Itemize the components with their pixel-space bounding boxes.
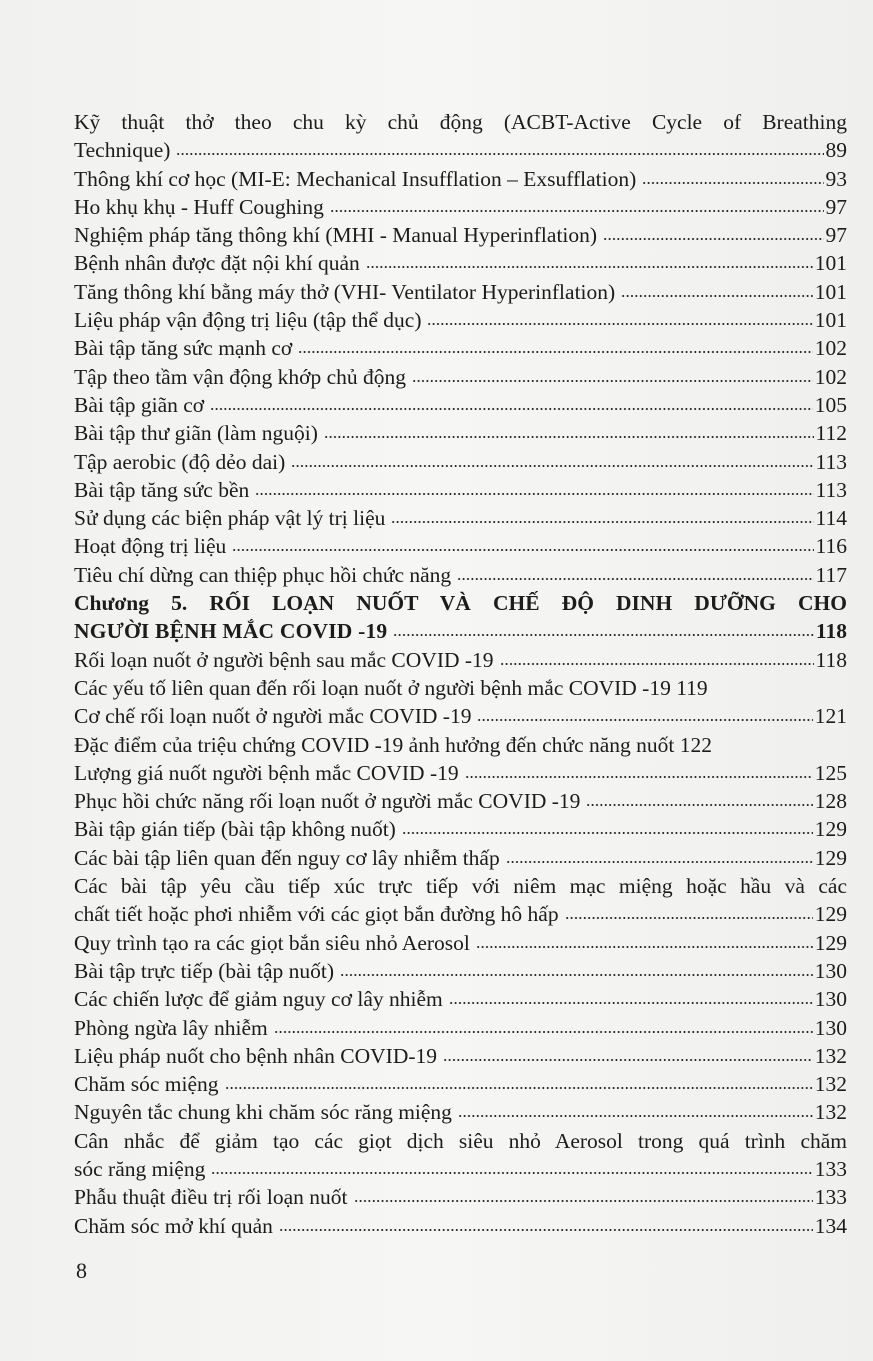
toc-entry	[74, 1212, 847, 1240]
dot-leader	[500, 661, 814, 667]
toc-entry-title: Bệnh nhân được đặt nội khí quản	[74, 251, 360, 276]
toc-entry-title: Các bài tập liên quan đến nguy cơ lây nhiễm thấp	[74, 845, 500, 870]
dot-leader	[354, 1198, 813, 1204]
toc-entry	[74, 731, 847, 759]
dot-leader	[449, 1000, 813, 1006]
toc-entry	[74, 419, 847, 447]
toc-entry-title: Chăm sóc mở khí quản	[74, 1213, 273, 1238]
toc-entry-title: Sử dụng các biện pháp vật lý trị liệu	[74, 506, 386, 531]
toc-entry	[74, 815, 847, 843]
toc-entry-title: Hoạt động trị liệu	[74, 534, 227, 559]
dot-leader	[443, 1057, 813, 1063]
page-number: 8	[76, 1258, 87, 1283]
toc-entry	[74, 787, 847, 815]
toc-entry	[74, 1098, 847, 1126]
toc-entry-page: 118	[815, 647, 847, 672]
toc-entry-line	[74, 136, 847, 164]
dot-leader	[621, 293, 813, 299]
toc-entry-line	[74, 617, 847, 645]
toc-entry-title: sóc răng miệng	[74, 1156, 206, 1181]
dot-leader	[642, 180, 823, 186]
toc-entry-page: 102	[814, 364, 847, 389]
toc-entry-page: 128	[814, 789, 847, 814]
toc-entry-title: Bài tập trực tiếp (bài tập nuốt)	[74, 958, 335, 983]
toc-entry-page: 130	[814, 987, 847, 1012]
toc-entry-page: 101	[814, 251, 847, 276]
toc-entry-page: 97	[825, 194, 847, 219]
toc-entry-line	[74, 900, 847, 928]
dot-leader	[330, 208, 824, 214]
toc-entry	[74, 702, 847, 730]
toc-entry-page: 118	[815, 619, 847, 644]
dot-leader	[340, 972, 813, 978]
toc-entry-title: Rối loạn nuốt ở người bệnh sau mắc COVID -19	[74, 647, 494, 672]
chapter-heading	[74, 589, 847, 646]
toc-entry-page: 133	[814, 1185, 847, 1210]
toc-entry-page: 130	[814, 1015, 847, 1040]
dot-leader	[391, 519, 813, 525]
toc-entry-page: 97	[825, 223, 847, 248]
dot-leader	[393, 632, 814, 638]
toc-entry-title: Các chiến lược để giảm nguy cơ lây nhiễm	[74, 987, 443, 1012]
toc-entry	[74, 334, 847, 362]
toc-entry-page: 133	[814, 1156, 847, 1181]
toc-entry-page: 116	[815, 534, 847, 559]
toc-entry-title: Thông khí cơ học (MI-E: Mechanical Insufflation – Exsufflation)	[74, 166, 637, 191]
toc-entry-page: 132	[814, 1100, 847, 1125]
toc-entry	[74, 646, 847, 674]
toc-entry-title: Bài tập giãn cơ	[74, 392, 205, 417]
toc-entry	[74, 929, 847, 957]
toc-entry-title: Tăng thông khí bằng máy thở (VHI- Ventilator Hyperinflation)	[74, 279, 616, 304]
toc-entry-page: 102	[814, 336, 847, 361]
toc-entry-title: NGƯỜI BỆNH MẮC COVID -19	[74, 619, 388, 644]
toc-entry-title: Phẫu thuật điều trị rối loạn nuốt	[74, 1185, 348, 1210]
toc-entry-title: Liệu pháp nuốt cho bệnh nhân COVID-19	[74, 1043, 438, 1068]
toc-entry	[74, 221, 847, 249]
toc-entry-page: 129	[814, 930, 847, 955]
toc-entry-title: Ho khụ khụ - Huff Coughing	[74, 194, 324, 219]
dot-leader	[427, 321, 812, 327]
toc-entry	[74, 193, 847, 221]
toc-entry	[74, 448, 847, 476]
toc-entry-page: 93	[825, 166, 847, 191]
toc-entry	[74, 165, 847, 193]
toc-entry-page: 113	[815, 477, 847, 502]
toc-entry-title: Các yếu tố liên quan đến rối loạn nuốt ở người bệnh mắc COVID -19 119	[74, 675, 708, 700]
dot-leader	[291, 463, 813, 469]
toc-entry	[74, 674, 847, 702]
dot-leader	[255, 491, 813, 497]
toc-entry	[74, 759, 847, 787]
dot-leader	[565, 915, 813, 921]
toc-entry-page: 132	[814, 1072, 847, 1097]
dot-leader	[176, 151, 823, 157]
toc-entry	[74, 561, 847, 589]
toc-entry	[74, 1042, 847, 1070]
dot-leader	[458, 1113, 813, 1119]
toc-entry-title: Bài tập thư giãn (làm nguội)	[74, 421, 318, 446]
toc-entry-page: 101	[814, 308, 847, 333]
toc-entry-title: Tập theo tầm vận động khớp chủ động	[74, 364, 407, 389]
toc-entry-page: 121	[814, 704, 847, 729]
toc-entry-title: Quy trình tạo ra các giọt bắn siêu nhỏ Aerosol	[74, 930, 470, 955]
toc-entry	[74, 1070, 847, 1098]
toc-entry-line	[74, 1155, 847, 1183]
table-of-contents	[74, 108, 847, 1240]
toc-entry-title: Bài tập tăng sức mạnh cơ	[74, 336, 293, 361]
dot-leader	[274, 1029, 813, 1035]
dot-leader	[232, 547, 813, 553]
toc-entry-title: Nguyên tắc chung khi chăm sóc răng miệng	[74, 1100, 452, 1125]
toc-entry-title: chất tiết hoặc phơi nhiễm với các giọt bắn đường hô hấp	[74, 902, 559, 927]
toc-entry	[74, 363, 847, 391]
dot-leader	[324, 434, 814, 440]
toc-entry-title: Chăm sóc miệng	[74, 1072, 219, 1097]
toc-entry	[74, 985, 847, 1013]
dot-leader	[210, 406, 813, 412]
dot-leader	[603, 236, 823, 242]
toc-entry-line: Chương 5. RỐI LOẠN NUỐT VÀ CHẾ ĐỘ DINH DƯỠNG CHO	[74, 591, 847, 616]
toc-entry-title: Bài tập gián tiếp (bài tập không nuốt)	[74, 817, 396, 842]
toc-entry	[74, 249, 847, 277]
toc-entry-line: Các bài tập yêu cầu tiếp xúc trực tiếp với niêm mạc miệng hoặc hầu và các	[74, 874, 847, 899]
toc-entry-page: 132	[814, 1043, 847, 1068]
toc-entry	[74, 476, 847, 504]
toc-entry-title: Tiêu chí dừng can thiệp phục hồi chức năng	[74, 562, 452, 587]
dot-leader	[211, 1170, 812, 1176]
dot-leader	[457, 576, 813, 582]
dot-leader	[366, 264, 813, 270]
toc-entry-title: Nghiệm pháp tăng thông khí (MHI - Manual Hyperinflation)	[74, 223, 598, 248]
toc-entry-page: 134	[814, 1213, 847, 1238]
dot-leader	[476, 944, 813, 950]
toc-entry-title: Lượng giá nuốt người bệnh mắc COVID -19	[74, 760, 459, 785]
dot-leader	[412, 378, 813, 384]
toc-entry-page: 101	[814, 279, 847, 304]
toc-entry-page: 105	[814, 392, 847, 417]
dot-leader	[465, 774, 813, 780]
dot-leader	[279, 1227, 813, 1233]
toc-entry	[74, 532, 847, 560]
toc-entry	[74, 504, 847, 532]
dot-leader	[586, 802, 812, 808]
dot-leader	[402, 830, 813, 836]
toc-entry-page: 112	[815, 421, 847, 446]
toc-entry	[74, 278, 847, 306]
toc-entry	[74, 108, 847, 165]
toc-entry	[74, 957, 847, 985]
toc-entry-page: 89	[825, 138, 847, 163]
toc-entry	[74, 844, 847, 872]
toc-entry-page: 125	[814, 760, 847, 785]
toc-entry-page: 130	[814, 958, 847, 983]
toc-entry-title: Technique)	[74, 138, 171, 163]
toc-entry	[74, 1127, 847, 1184]
toc-entry	[74, 306, 847, 334]
toc-entry-title: Phục hồi chức năng rối loạn nuốt ở người mắc COVID -19	[74, 789, 581, 814]
toc-entry-title: Tập aerobic (độ dẻo dai)	[74, 449, 286, 474]
toc-entry-page: 117	[815, 562, 847, 587]
toc-entry-title: Phòng ngừa lây nhiễm	[74, 1015, 268, 1040]
toc-entry	[74, 1183, 847, 1211]
toc-entry-page: 129	[814, 845, 847, 870]
toc-entry-line: Cân nhắc để giảm tạo các giọt dịch siêu nhỏ Aerosol trong quá trình chăm	[74, 1128, 847, 1153]
toc-entry	[74, 391, 847, 419]
toc-entry-page: 129	[814, 902, 847, 927]
toc-entry-page: 129	[814, 817, 847, 842]
dot-leader	[506, 859, 813, 865]
toc-entry	[74, 1014, 847, 1042]
toc-entry	[74, 872, 847, 929]
toc-entry-title: Đặc điểm của triệu chứng COVID -19 ảnh hưởng đến chức năng nuốt 122	[74, 732, 713, 757]
toc-entry-title: Liệu pháp vận động trị liệu (tập thể dục)	[74, 308, 422, 333]
toc-entry-line: Kỹ thuật thở theo chu kỳ chủ động (ACBT-Active Cycle of Breathing	[74, 110, 847, 134]
dot-leader	[225, 1085, 813, 1091]
dot-leader	[298, 349, 812, 355]
toc-entry-page: 113	[815, 449, 847, 474]
dot-leader	[477, 717, 812, 723]
toc-entry-page: 114	[815, 506, 847, 531]
toc-entry-title: Bài tập tăng sức bền	[74, 477, 250, 502]
toc-entry-title: Cơ chế rối loạn nuốt ở người mắc COVID -19	[74, 704, 472, 729]
